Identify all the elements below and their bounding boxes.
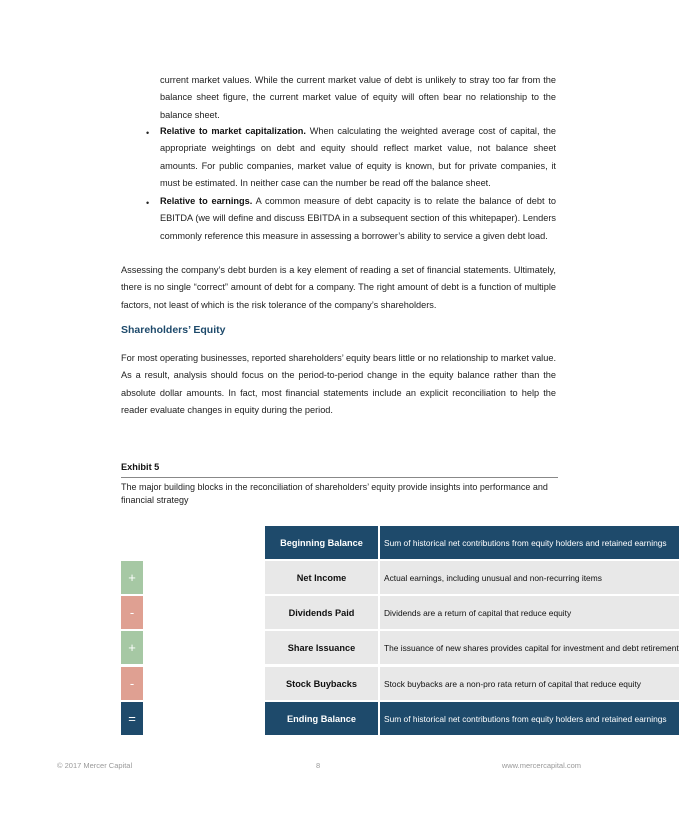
row-description: Sum of historical net contributions from equity holders and retained earnings xyxy=(380,702,679,735)
row-label: Ending Balance xyxy=(265,702,378,735)
exhibit-caption: The major building blocks in the reconciliation of shareholders’ equity provide insights into performance and financial strategy xyxy=(121,482,548,505)
row-description: The issuance of new shares provides capital for investment and debt retirement xyxy=(380,631,679,664)
bullet-market-cap-lead: Relative to market capitalization. xyxy=(160,126,306,136)
row-description: Sum of historical net contributions from equity holders and retained earnings xyxy=(380,526,679,559)
exhibit-title: Exhibit 5 xyxy=(121,462,160,472)
row-description: Stock buybacks are a non-pro rata return of capital that reduce equity xyxy=(380,667,679,700)
exhibit-row-beginning-balance xyxy=(121,526,667,559)
minus-symbol: - xyxy=(121,667,143,700)
row-description: Actual earnings, including unusual and non-recurring items xyxy=(380,561,679,594)
bullet-earnings-lead: Relative to earnings. xyxy=(160,196,253,206)
exhibit-row-share-issuance xyxy=(121,631,679,664)
assessing-paragraph: Assessing the company’s debt burden is a key element of reading a set of financial statements. Ultimately, there is no single “correct” amount of debt for a company. The right amount of debt is a function of multiple factors, not least of which is the risk tolerance of the company’s shareholders. xyxy=(121,265,556,310)
row-label: Net Income xyxy=(265,561,378,594)
row-label: Share Issuance xyxy=(265,631,378,664)
bullet-marker: • xyxy=(146,198,150,208)
footer-page-number: 8 xyxy=(316,761,321,770)
footer-url: www.mercercapital.com xyxy=(501,761,581,770)
bullet-marker: • xyxy=(146,128,150,138)
footer-copyright: © 2017 Mercer Capital xyxy=(57,761,133,770)
equals-symbol: = xyxy=(121,702,143,735)
row-description: Dividends are a return of capital that reduce equity xyxy=(380,596,679,629)
bullet-market-cap xyxy=(160,123,556,192)
bullet-earnings-text: A common measure of debt capacity is to relate the balance of debt to EBITDA (we will define and discuss EBITDA in a subsequent section of this whitepaper). Lenders commonly reference this measure in assessing a borrower’s ability to service a given debt load. xyxy=(160,196,556,241)
exhibit-row-dividends-paid xyxy=(121,596,572,629)
exhibit-row-stock-buybacks xyxy=(121,667,641,700)
exhibit-row-net-income xyxy=(121,561,602,594)
exhibit-row-ending-balance xyxy=(121,702,667,735)
row-label: Stock Buybacks xyxy=(265,667,378,700)
row-label: Dividends Paid xyxy=(265,596,378,629)
bullet-market-cap-text: When calculating the weighted average cost of capital, the appropriate weightings on debt and equity should reflect market value, not balance sheet amounts. For public companies, market value of equity is known, but for private companies, it must be estimated. In neither case can the number be read off the balance sheet. xyxy=(160,126,557,188)
plus-symbol: + xyxy=(121,561,143,594)
plus-symbol: + xyxy=(121,631,143,664)
section-heading: Shareholders’ Equity xyxy=(121,324,226,336)
minus-symbol: - xyxy=(121,596,143,629)
exhibit-divider xyxy=(121,477,558,478)
equity-paragraph: For most operating businesses, reported shareholders’ equity bears little or no relationship to market value. As a result, analysis should focus on the period-to-period change in the equity balance rather than the absolute dollar amounts. In fact, most financial statements include an explicit reconciliation to help the reader evaluate changes in equity during the period. xyxy=(121,353,556,415)
bullet-earnings xyxy=(160,193,556,245)
continued-paragraph: current market values. While the current market value of debt is unlikely to stray too far from the balance sheet figure, the current market value of equity will often bear no relationship to the balance sheet. xyxy=(160,75,556,120)
row-label: Beginning Balance xyxy=(265,526,378,559)
